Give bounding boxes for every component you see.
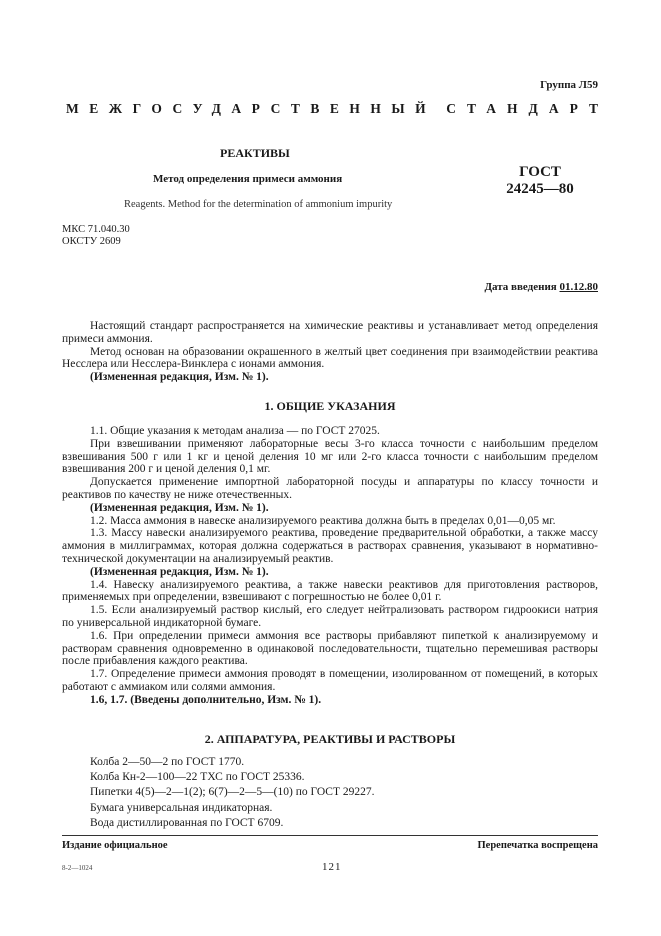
date-value: 01.12.80 (559, 281, 598, 293)
amendment-note: (Измененная редакция, Изм. № 1). (90, 501, 269, 514)
mks-code: МКС 71.040.30 (62, 224, 130, 235)
intro-block (62, 320, 598, 384)
paragraph: 1.6. При определении примеси аммония все растворы прибавляют пипеткой к анализируемому и растворам сравнения одновременно в одинаковой последовательности, тщательно перемешивая растворы после прибавления каждого реактива. (62, 629, 598, 668)
paragraph: 1.5. Если анализируемый раствор кислый, его следует нейтрализовать раствором гидроокиси натрия по универсальной индикаторной бумаге. (62, 604, 598, 629)
list-item: Пипетки 4(5)—2—1(2); 6(7)—2—5—(10) по ГОСТ 29227. (90, 786, 375, 799)
paragraph: 1.4. Навеску анализируемого реактива, а также навески реактивов для приготовления растворов, применяемых при определении, взвешивают с погрешностью не более 0,01 г. (62, 578, 598, 604)
list-item: Колба 2—50—2 по ГОСТ 1770. (90, 756, 245, 768)
list-item: Бумага универсальная индикаторная. (90, 801, 273, 814)
amendment-note: (Измененная редакция, Изм. № 1). (90, 565, 269, 578)
intro-paragraph: Настоящий стандарт распространяется на химические реактивы и устанавливает метод определения примеси аммония. (62, 320, 598, 345)
document-title: РЕАКТИВЫ (220, 146, 290, 160)
amendment-note: 1.6, 1.7. (Введены дополнительно, Изм. № 1). (90, 693, 322, 706)
section-1-heading: 1. ОБЩИЕ УКАЗАНИЯ (264, 399, 396, 413)
paragraph: При взвешивании применяют лабораторные весы 3-го класса точности с наибольшим пределом взвешивания 500 г или 1 кг и ценой деления 10 мг или 2-го класса точности с наибольшим пределом взвешивания 200 г и ценой деления 0,1 мг. (62, 437, 598, 476)
list-item: Вода дистиллированная по ГОСТ 6709. (90, 816, 284, 829)
group-code: Группа Л59 (540, 79, 598, 91)
paragraph: 1.2. Масса аммония в навеске анализируемого реактива должна быть в пределах 0,01—0,05 мг. (90, 514, 556, 527)
date-label: Дата введения (484, 281, 557, 293)
print-code: 8-2—1024 (62, 864, 93, 872)
gost-number: 24245—80 (506, 181, 574, 197)
reprint-prohibited-note: Перепечатка воспрещена (477, 840, 598, 851)
paragraph: Допускается применение импортной лабораторной посуды и аппаратуры по классу точности и реактивов по качеству не ниже отечественных. (62, 476, 598, 501)
gost-designation (500, 164, 580, 198)
intro-paragraph: Метод основан на образовании окрашенного в желтый цвет соединения при взаимодействии реактива Несслера или Несслера-Винклера с ионами аммония. (62, 345, 598, 371)
okstu-code: ОКСТУ 2609 (62, 236, 121, 247)
introduction-date (484, 281, 598, 293)
banner-word-2: СТАНДАРТ (446, 101, 609, 116)
paragraph: 1.7. Определение примеси аммония проводят в помещении, изолированном от помещений, в которых работают с аммиаком или солями аммония. (62, 668, 598, 693)
section-2-heading: 2. АППАРАТУРА, РЕАКТИВЫ И РАСТВОРЫ (204, 732, 456, 746)
interstate-standard-banner (66, 101, 609, 117)
page-number: 121 (322, 861, 342, 873)
official-edition-note: Издание официальное (62, 840, 168, 851)
equipment-list (90, 755, 374, 831)
english-title: Reagents. Method for the determination of ammonium impurity (124, 199, 393, 210)
footer-divider (62, 835, 598, 836)
paragraph: 1.1. Общие указания к методам анализа — по ГОСТ 27025. (90, 425, 380, 437)
section-1-body (62, 425, 598, 707)
list-item: Колба Кн-2—100—22 ТХС по ГОСТ 25336. (90, 771, 305, 784)
classification-codes (62, 224, 130, 248)
document-subtitle: Метод определения примеси аммония (153, 173, 343, 185)
banner-word-1: МЕЖГОСУДАРСТВЕННЫЙ (66, 101, 437, 116)
paragraph: 1.3. Массу навески анализируемого реактива, проведение предварительной обработки, а также массу аммония в миллиграммах, которая должна содержаться в растворах сравнения, указывают в нормативно-технической документации на анализируемый реактив. (62, 527, 598, 565)
gost-label: ГОСТ (519, 164, 561, 180)
amendment-note: (Измененная редакция, Изм. № 1). (90, 371, 269, 384)
